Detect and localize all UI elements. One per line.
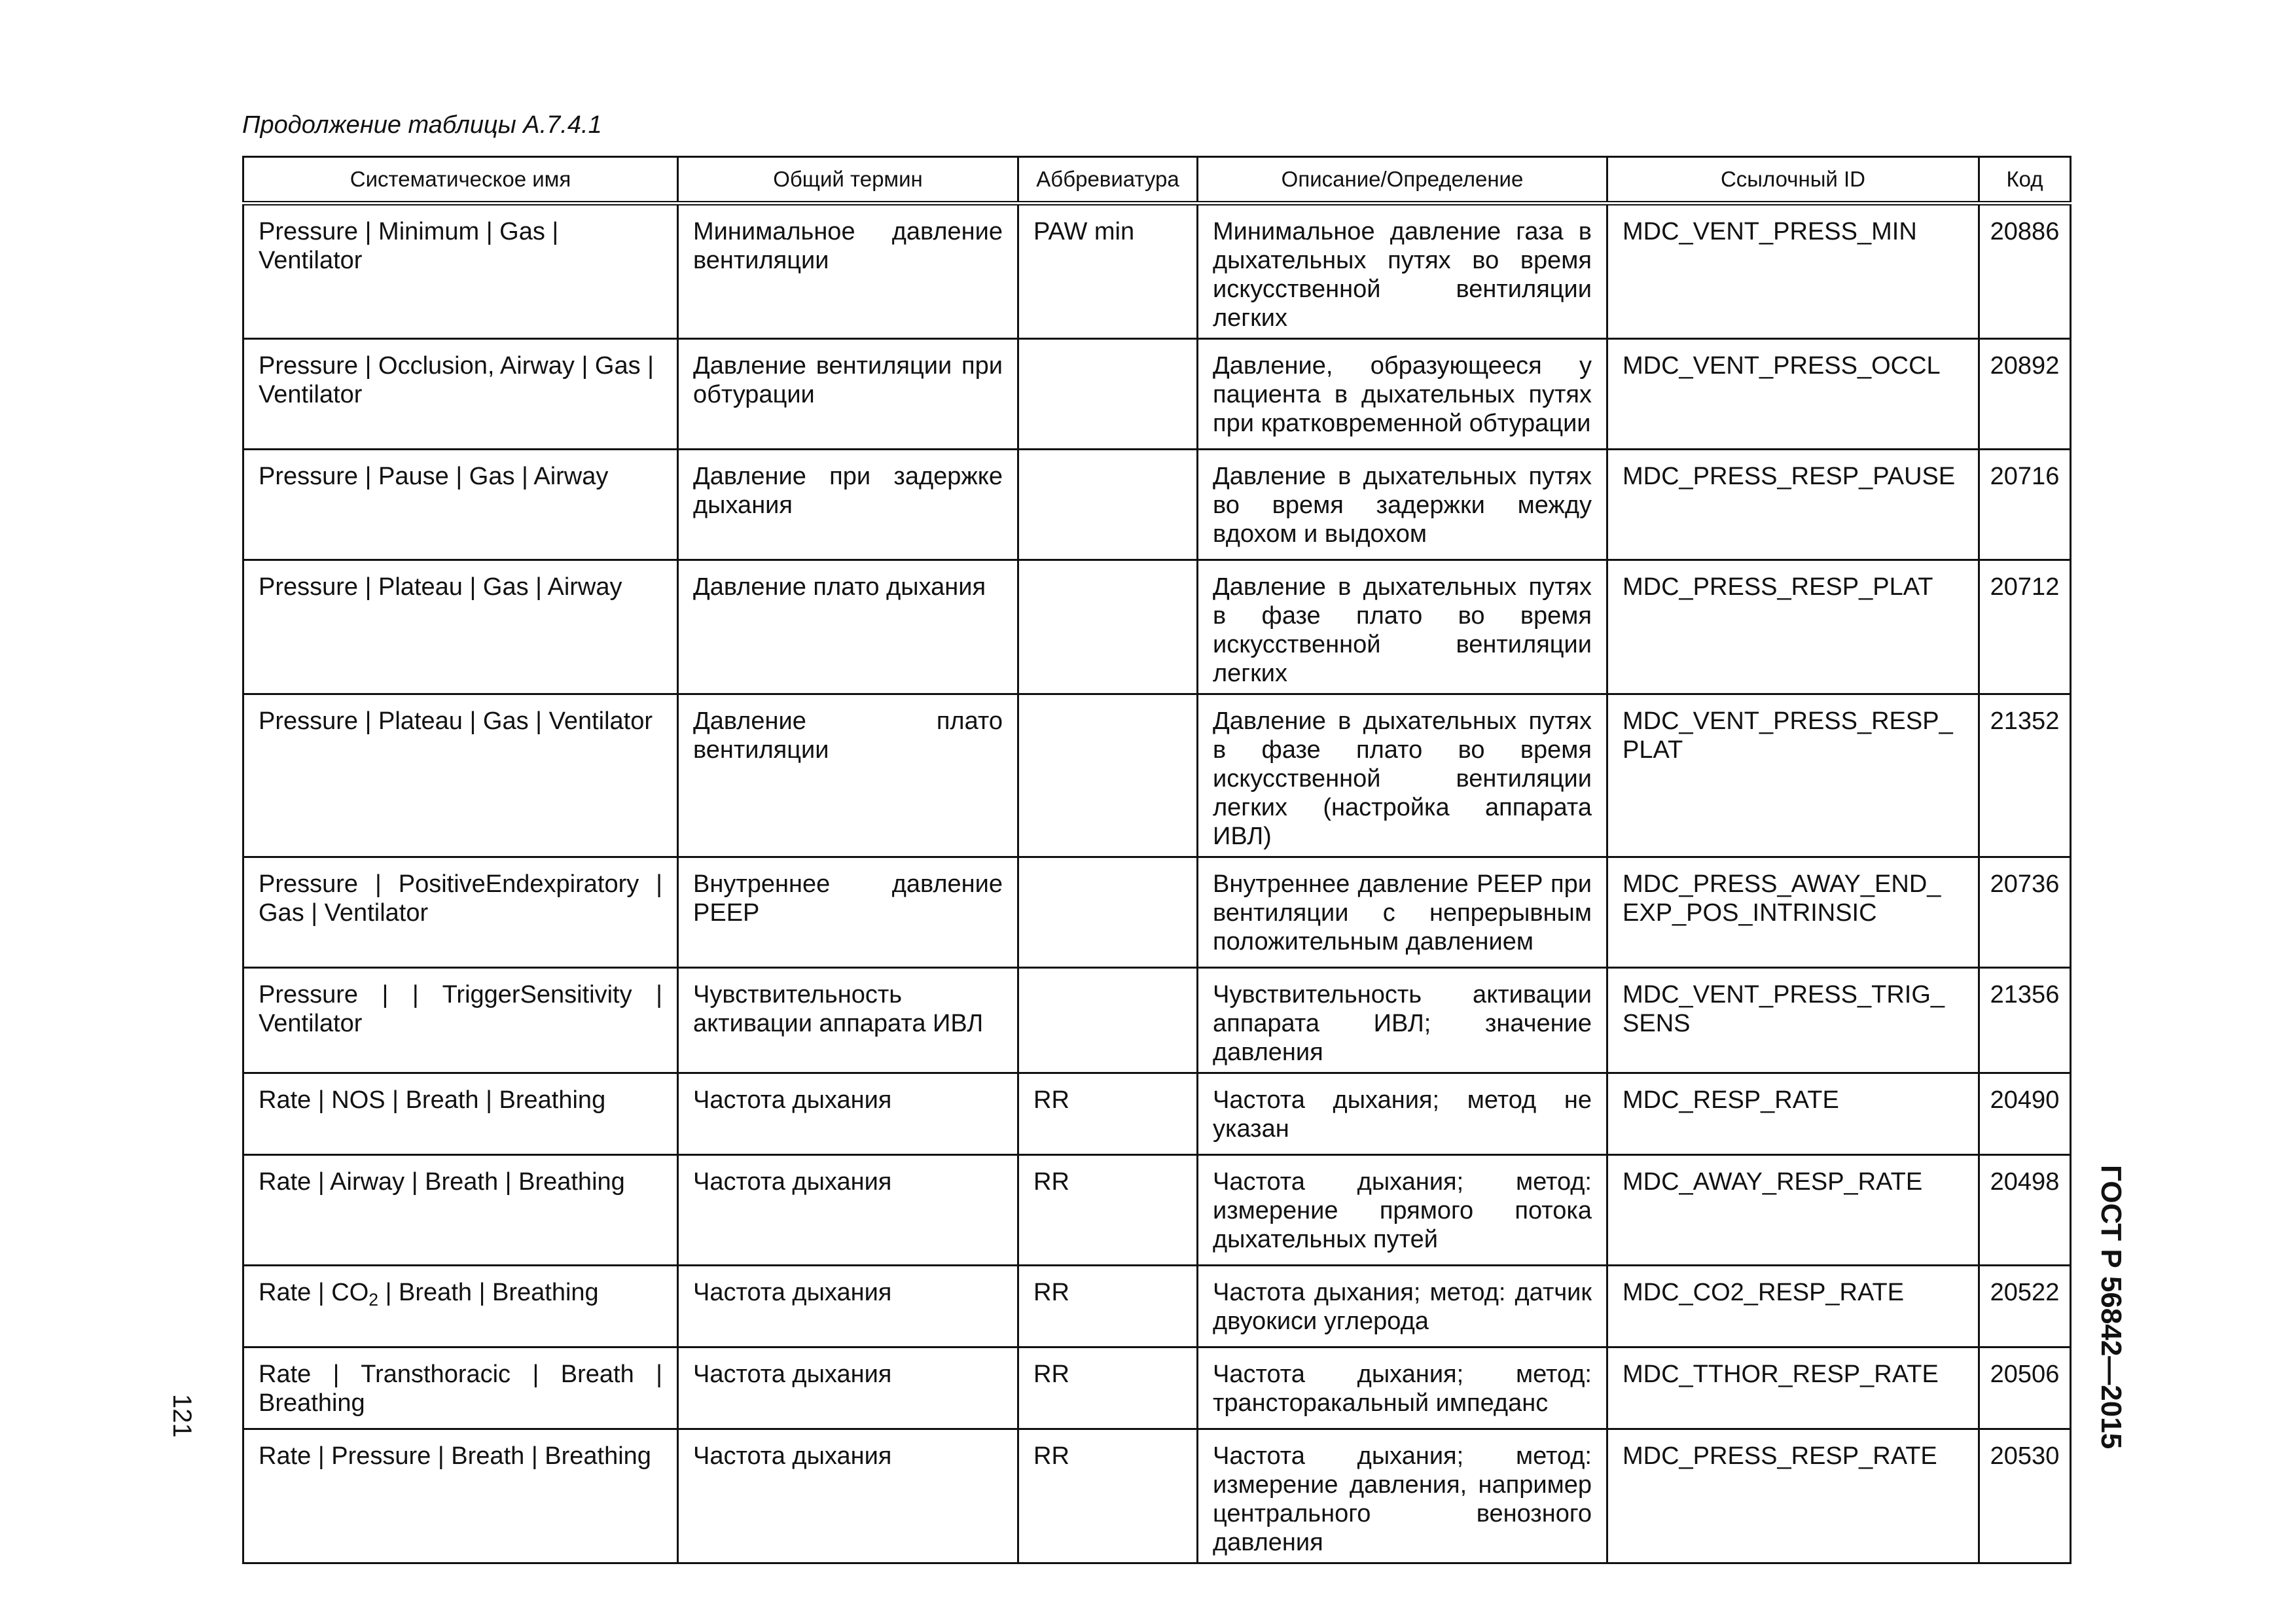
cell-abbreviation: RR [1018, 1347, 1198, 1429]
cell-common-term: Частота дыхания [678, 1155, 1018, 1266]
subscript: 2 [368, 1289, 379, 1310]
cell-abbreviation [1018, 339, 1198, 450]
table-row [243, 1266, 2071, 1347]
cell-abbreviation [1018, 450, 1198, 560]
cell-abbreviation: RR [1018, 1429, 1198, 1563]
table-row [243, 339, 2071, 450]
cell-systematic-name: Rate | Airway | Breath | Breathing [243, 1155, 678, 1266]
cell-abbreviation [1018, 968, 1198, 1073]
cell-description: Частота дыхания; метод не указан [1198, 1073, 1607, 1155]
cell-abbreviation [1018, 560, 1198, 694]
cell-systematic-name: Pressure | PositiveEndexpiratory | Gas | Ventilator [243, 857, 678, 968]
cell-common-term: Давление плато вентиляции [678, 694, 1018, 857]
table-caption: Продолжение таблицы А.7.4.1 [242, 111, 602, 139]
table-row [243, 694, 2071, 857]
header-common-term: Общий термин [678, 157, 1018, 204]
cell-code: 21356 [1979, 968, 2071, 1073]
table-row [243, 968, 2071, 1073]
cell-reference-id: MDC_PRESS_RESP_RATE [1607, 1429, 1979, 1563]
table-row [243, 1073, 2071, 1155]
header-reference-id: Ссылочный ID [1607, 157, 1979, 204]
cell-systematic-name: Pressure | Plateau | Gas | Airway [243, 560, 678, 694]
cell-reference-id: MDC_CO2_RESP_RATE [1607, 1266, 1979, 1347]
cell-code: 20886 [1979, 204, 2071, 339]
header-abbreviation: Аббревиатура [1018, 157, 1198, 204]
cell-description: Давление в дыхательных путях во время задержки между вдохом и выдохом [1198, 450, 1607, 560]
cell-reference-id: MDC_VENT_PRESS_TRIG_ SENS [1607, 968, 1979, 1073]
table-row [243, 450, 2071, 560]
cell-common-term: Чувствительность активации аппарата ИВЛ [678, 968, 1018, 1073]
cell-abbreviation: PAW min [1018, 204, 1198, 339]
cell-common-term: Частота дыхания [678, 1266, 1018, 1347]
terms-table-container [242, 156, 2070, 1564]
header-code: Код [1979, 157, 2071, 204]
document-standard-title: ГОСТ Р 56842—2015 [2095, 1165, 2127, 1450]
cell-description: Минимальное давление газа в дыхательных путях во время искусственной вентиляции легких [1198, 204, 1607, 339]
cell-systematic-name: Rate | Transthoracic | Breath | Breathing [243, 1347, 678, 1429]
cell-systematic-name: Rate | Pressure | Breath | Breathing [243, 1429, 678, 1563]
page-number: 121 [168, 1394, 196, 1438]
table-row [243, 1155, 2071, 1266]
table-row [243, 1429, 2071, 1563]
cell-code: 20716 [1979, 450, 2071, 560]
cell-reference-id: MDC_RESP_RATE [1607, 1073, 1979, 1155]
cell-common-term: Внутреннее давление PEEP [678, 857, 1018, 968]
cell-abbreviation: RR [1018, 1266, 1198, 1347]
cell-reference-id: MDC_TTHOR_RESP_RATE [1607, 1347, 1979, 1429]
cell-systematic-name: Pressure | Occlusion, Airway | Gas | Ventilator [243, 339, 678, 450]
cell-reference-id: MDC_PRESS_AWAY_END_ EXP_POS_INTRINSIC [1607, 857, 1979, 968]
cell-common-term: Частота дыхания [678, 1073, 1018, 1155]
cell-reference-id: MDC_PRESS_RESP_PLAT [1607, 560, 1979, 694]
cell-abbreviation: RR [1018, 1073, 1198, 1155]
cell-common-term: Частота дыхания [678, 1429, 1018, 1563]
cell-common-term: Частота дыхания [678, 1347, 1018, 1429]
cell-description: Частота дыхания; метод: измерение давления, например центрального венозного давления [1198, 1429, 1607, 1563]
cell-common-term: Давление вентиляции при обтурации [678, 339, 1018, 450]
cell-code: 20498 [1979, 1155, 2071, 1266]
name-part: | Breath | Breathing [378, 1279, 599, 1306]
cell-systematic-name: Pressure | | TriggerSensitivity | Ventilator [243, 968, 678, 1073]
table-header-row [243, 157, 2071, 204]
cell-systematic-name: Rate | NOS | Breath | Breathing [243, 1073, 678, 1155]
cell-code: 20490 [1979, 1073, 2071, 1155]
cell-systematic-name: Pressure | Minimum | Gas | Ventilator [243, 204, 678, 339]
cell-common-term: Минимальное давление вентиляции [678, 204, 1018, 339]
cell-abbreviation [1018, 694, 1198, 857]
cell-description: Давление, образующееся у пациента в дыхательных путях при кратковременной обтурации [1198, 339, 1607, 450]
table-row [243, 204, 2071, 339]
cell-code: 20522 [1979, 1266, 2071, 1347]
cell-code: 20530 [1979, 1429, 2071, 1563]
cell-code: 21352 [1979, 694, 2071, 857]
cell-description: Внутреннее давление PEEP при вентиляции с непрерывным положительным давлением [1198, 857, 1607, 968]
header-systematic-name: Систематическое имя [243, 157, 678, 204]
table-row [243, 857, 2071, 968]
cell-systematic-name: Pressure | Pause | Gas | Airway [243, 450, 678, 560]
cell-description: Частота дыхания; метод: измерение прямого потока дыхательных путей [1198, 1155, 1607, 1266]
header-description: Описание/Определение [1198, 157, 1607, 204]
table-row [243, 1347, 2071, 1429]
cell-common-term: Давление при задержке дыхания [678, 450, 1018, 560]
cell-abbreviation [1018, 857, 1198, 968]
name-part: Rate | CO [259, 1279, 369, 1306]
cell-code: 20506 [1979, 1347, 2071, 1429]
cell-reference-id: MDC_AWAY_RESP_RATE [1607, 1155, 1979, 1266]
cell-description: Частота дыхания; метод: датчик двуокиси углерода [1198, 1266, 1607, 1347]
cell-reference-id: MDC_PRESS_RESP_PAUSE [1607, 450, 1979, 560]
cell-code: 20892 [1979, 339, 2071, 450]
table-row [243, 560, 2071, 694]
cell-description: Частота дыхания; метод: трансторакальный импеданс [1198, 1347, 1607, 1429]
cell-description: Давление в дыхательных путях в фазе плато во время искусственной вентиляции легких [1198, 560, 1607, 694]
cell-reference-id: MDC_VENT_PRESS_MIN [1607, 204, 1979, 339]
terms-table [242, 156, 2072, 1564]
cell-abbreviation: RR [1018, 1155, 1198, 1266]
cell-description: Чувствительность активации аппарата ИВЛ; значение давления [1198, 968, 1607, 1073]
cell-description: Давление в дыхательных путях в фазе плато во время искусственной вентиляции легких (настройка аппарата ИВЛ) [1198, 694, 1607, 857]
cell-code: 20736 [1979, 857, 2071, 968]
cell-code: 20712 [1979, 560, 2071, 694]
cell-common-term: Давление плато дыхания [678, 560, 1018, 694]
cell-systematic-name: Pressure | Plateau | Gas | Ventilator [243, 694, 678, 857]
cell-reference-id: MDC_VENT_PRESS_OCCL [1607, 339, 1979, 450]
cell-reference-id: MDC_VENT_PRESS_RESP_ PLAT [1607, 694, 1979, 857]
cell-systematic-name [243, 1266, 678, 1347]
